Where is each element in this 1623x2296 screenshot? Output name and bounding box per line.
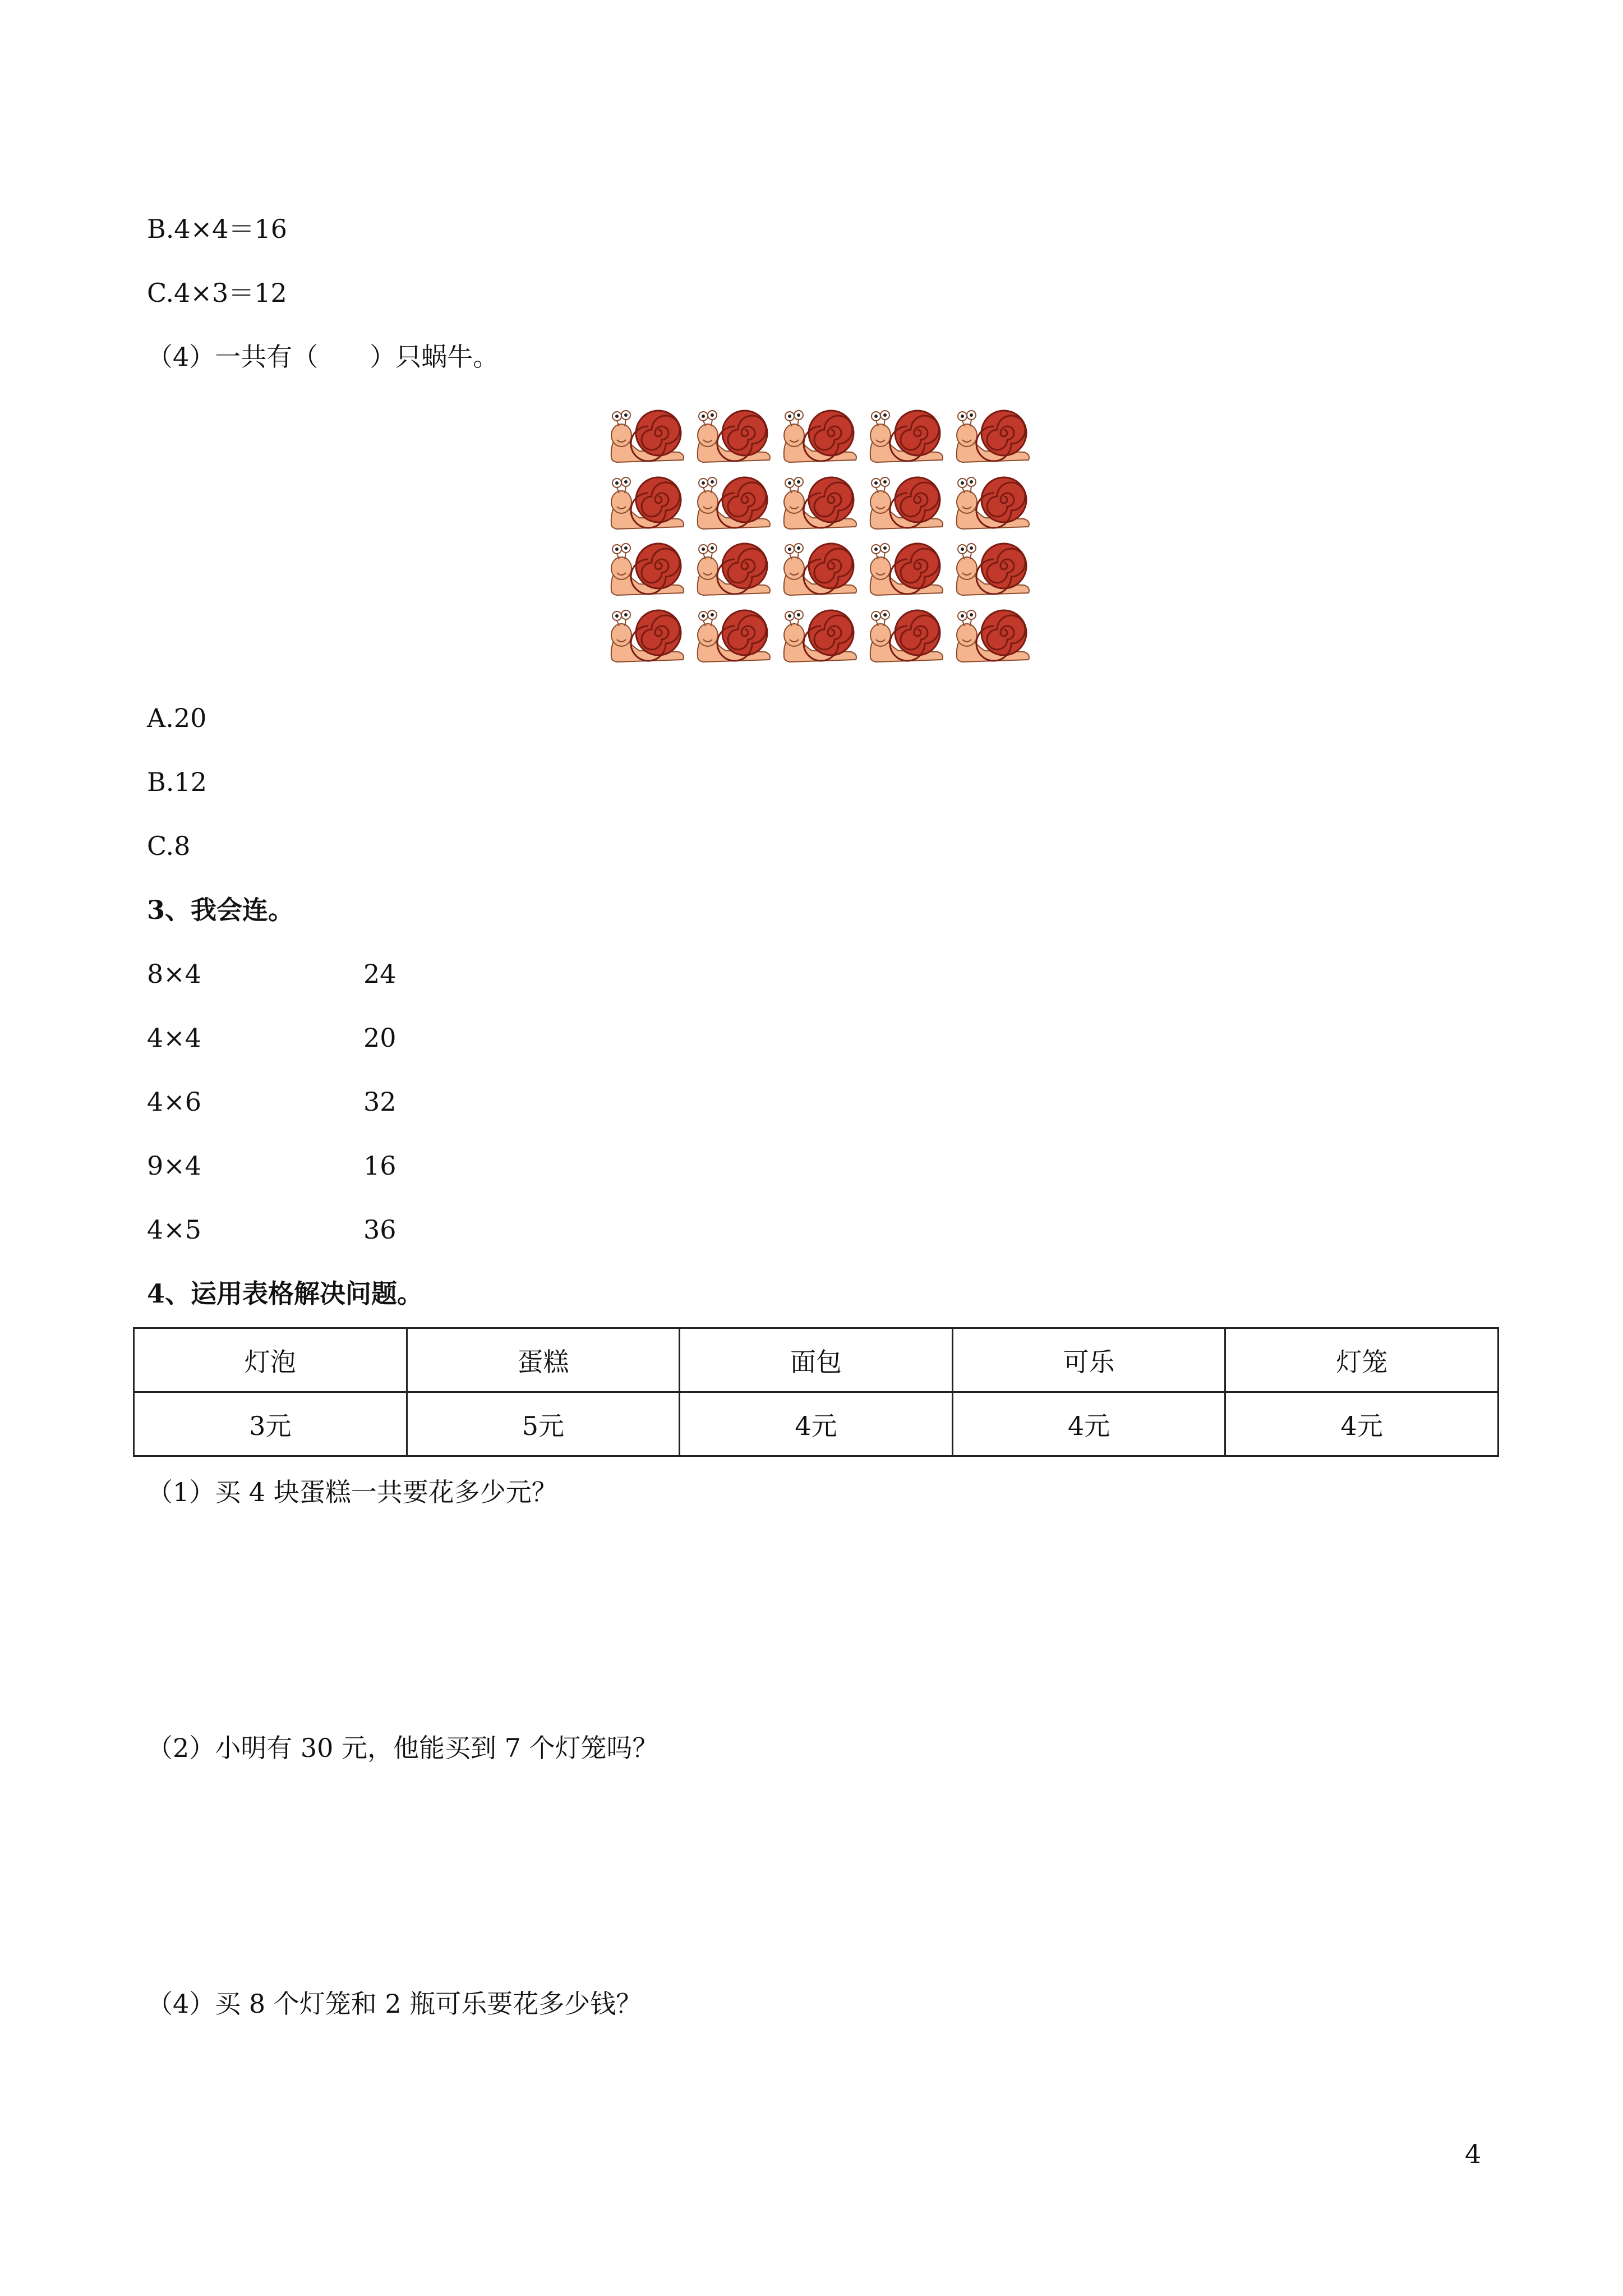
- table-price-cell: 3元: [134, 1392, 407, 1456]
- table-price-cell: 4元: [952, 1392, 1225, 1456]
- option-a-q4: A.20: [147, 703, 207, 733]
- match-right-item: 36: [363, 1214, 396, 1245]
- snail-icon: [865, 404, 949, 468]
- match-left-item: 4×4: [147, 1023, 202, 1053]
- table-price-cell: 4元: [680, 1392, 953, 1456]
- snail-icon: [692, 471, 776, 535]
- snail-icon: [692, 404, 776, 468]
- match-right-item: 16: [363, 1151, 396, 1181]
- option-b-q3: B.4×4＝16: [147, 214, 288, 244]
- option-b-q4: B.12: [147, 767, 207, 797]
- snail-icon: [865, 537, 949, 601]
- table-price-row: [134, 1392, 1498, 1456]
- section-4-question-2: （2）小明有 30 元，他能买到 7 个灯笼吗？: [147, 1733, 658, 1763]
- snail-icon: [692, 537, 776, 601]
- match-right-item: 32: [363, 1087, 396, 1117]
- snail-grid-image: [606, 404, 1032, 668]
- match-left-item: 8×4: [147, 959, 202, 989]
- snail-icon: [606, 537, 690, 601]
- match-right-item: 20: [363, 1023, 396, 1053]
- option-c-q3: C.4×3＝12: [147, 278, 287, 308]
- table-header-cell: 可乐: [952, 1328, 1225, 1392]
- snail-icon: [606, 471, 690, 535]
- option-c-q4: C.8: [147, 831, 191, 861]
- match-right-item: 24: [363, 959, 396, 989]
- question-4-prompt: （4）一共有（ ）只蜗牛。: [147, 342, 499, 372]
- section-4-question-1: （1）买 4 块蛋糕一共要花多少元？: [147, 1477, 557, 1507]
- snail-icon: [951, 537, 1035, 601]
- price-table: [133, 1327, 1499, 1457]
- match-left-item: 9×4: [147, 1151, 202, 1181]
- snail-icon: [778, 537, 863, 601]
- snail-icon: [951, 404, 1035, 468]
- table-header-cell: 灯笼: [1225, 1328, 1498, 1392]
- section-4-question-4: （4）买 8 个灯笼和 2 瓶可乐要花多少钱？: [147, 1989, 642, 2019]
- snail-icon: [951, 471, 1035, 535]
- table-header-cell: 蛋糕: [407, 1328, 680, 1392]
- snail-icon: [606, 604, 690, 668]
- snail-icon: [951, 604, 1035, 668]
- snail-icon: [865, 471, 949, 535]
- table-header-cell: 面包: [680, 1328, 953, 1392]
- snail-icon: [692, 604, 776, 668]
- table-price-cell: 4元: [1225, 1392, 1498, 1456]
- snail-icon: [778, 404, 863, 468]
- snail-icon: [865, 604, 949, 668]
- section-3-title: 3、我会连。: [147, 895, 294, 925]
- page-number: 4: [1465, 2139, 1482, 2169]
- snail-icon: [778, 604, 863, 668]
- table-price-cell: 5元: [407, 1392, 680, 1456]
- table-header-cell: 灯泡: [134, 1328, 407, 1392]
- snail-icon: [606, 404, 690, 468]
- snail-icon: [778, 471, 863, 535]
- section-4-title: 4、运用表格解决问题。: [147, 1278, 423, 1309]
- table-header-row: [134, 1328, 1498, 1392]
- match-left-item: 4×5: [147, 1214, 202, 1245]
- match-left-item: 4×6: [147, 1087, 202, 1117]
